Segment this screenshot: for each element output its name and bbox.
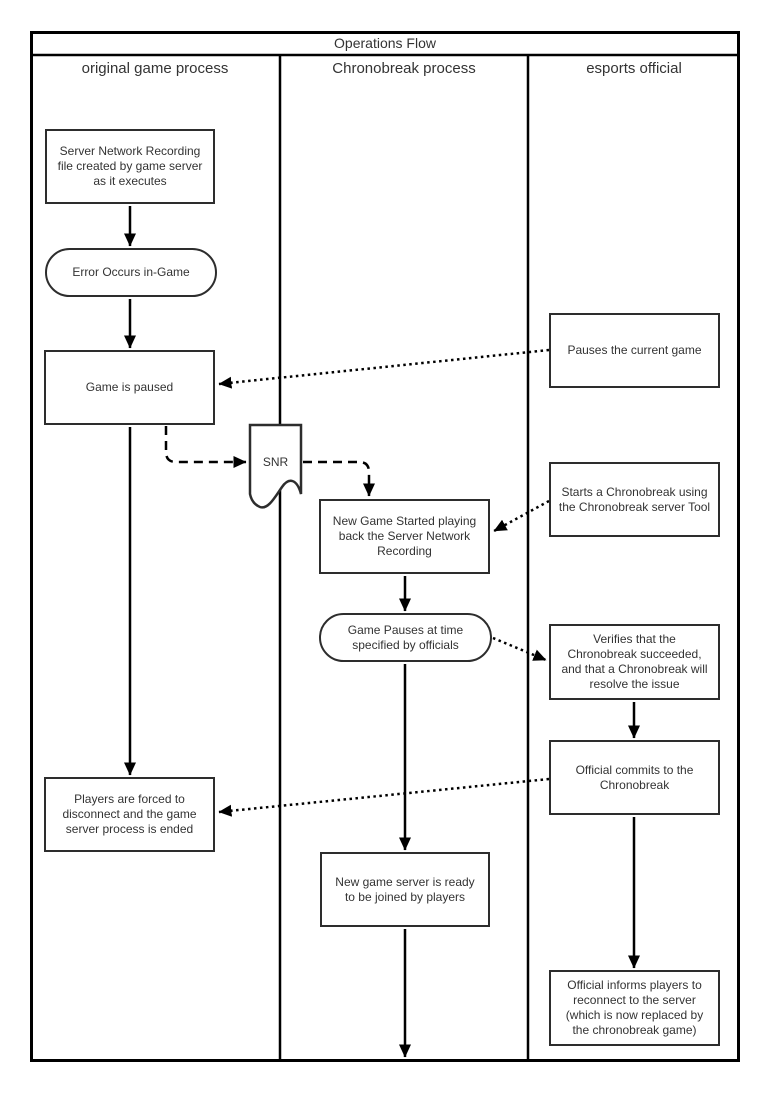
node-new-game-started: New Game Started playing back the Server Network Recording <box>319 499 490 574</box>
diagram-title: Operations Flow <box>334 35 436 51</box>
arrow-commits-to-disconnect <box>219 779 549 812</box>
node-game-pauses-at-time: Game Pauses at time specified by officials <box>319 613 492 662</box>
dotted-official-arrows <box>219 350 549 812</box>
lane-header-chronobreak-process: Chronobreak process <box>332 60 476 77</box>
arrow-gamepauses-to-verifies <box>493 638 546 660</box>
node-verifies-chronobreak: Verifies that the Chronobreak succeeded, and that a Chronobreak will resolve the issue <box>549 624 720 700</box>
arrow-snr-to-newgame <box>303 462 369 496</box>
node-players-disconnect: Players are forced to disconnect and the game server process is ended <box>44 777 215 852</box>
arrow-paused-to-snr <box>166 426 246 462</box>
snr-document-label: SNR <box>262 455 289 469</box>
node-game-is-paused: Game is paused <box>44 350 215 425</box>
node-official-informs: Official informs players to reconnect to the server (which is now replaced by the chronobreak game) <box>549 970 720 1046</box>
node-error-occurs: Error Occurs in-Game <box>45 248 217 297</box>
node-pauses-current-game: Pauses the current game <box>549 313 720 388</box>
arrow-starts-to-newgame <box>494 501 549 531</box>
lane-header-esports-official: esports official <box>586 60 682 77</box>
node-starts-chronobreak: Starts a Chronobreak using the Chronobreak server Tool <box>549 462 720 537</box>
arrow-pausesgame-to-paused <box>219 350 549 384</box>
node-official-commits: Official commits to the Chronobreak <box>549 740 720 815</box>
node-new-server-ready: New game server is ready to be joined by players <box>320 852 490 927</box>
node-server-network-recording: Server Network Recording file created by game server as it executes <box>45 129 215 204</box>
lane-header-original-game-process: original game process <box>81 60 229 77</box>
